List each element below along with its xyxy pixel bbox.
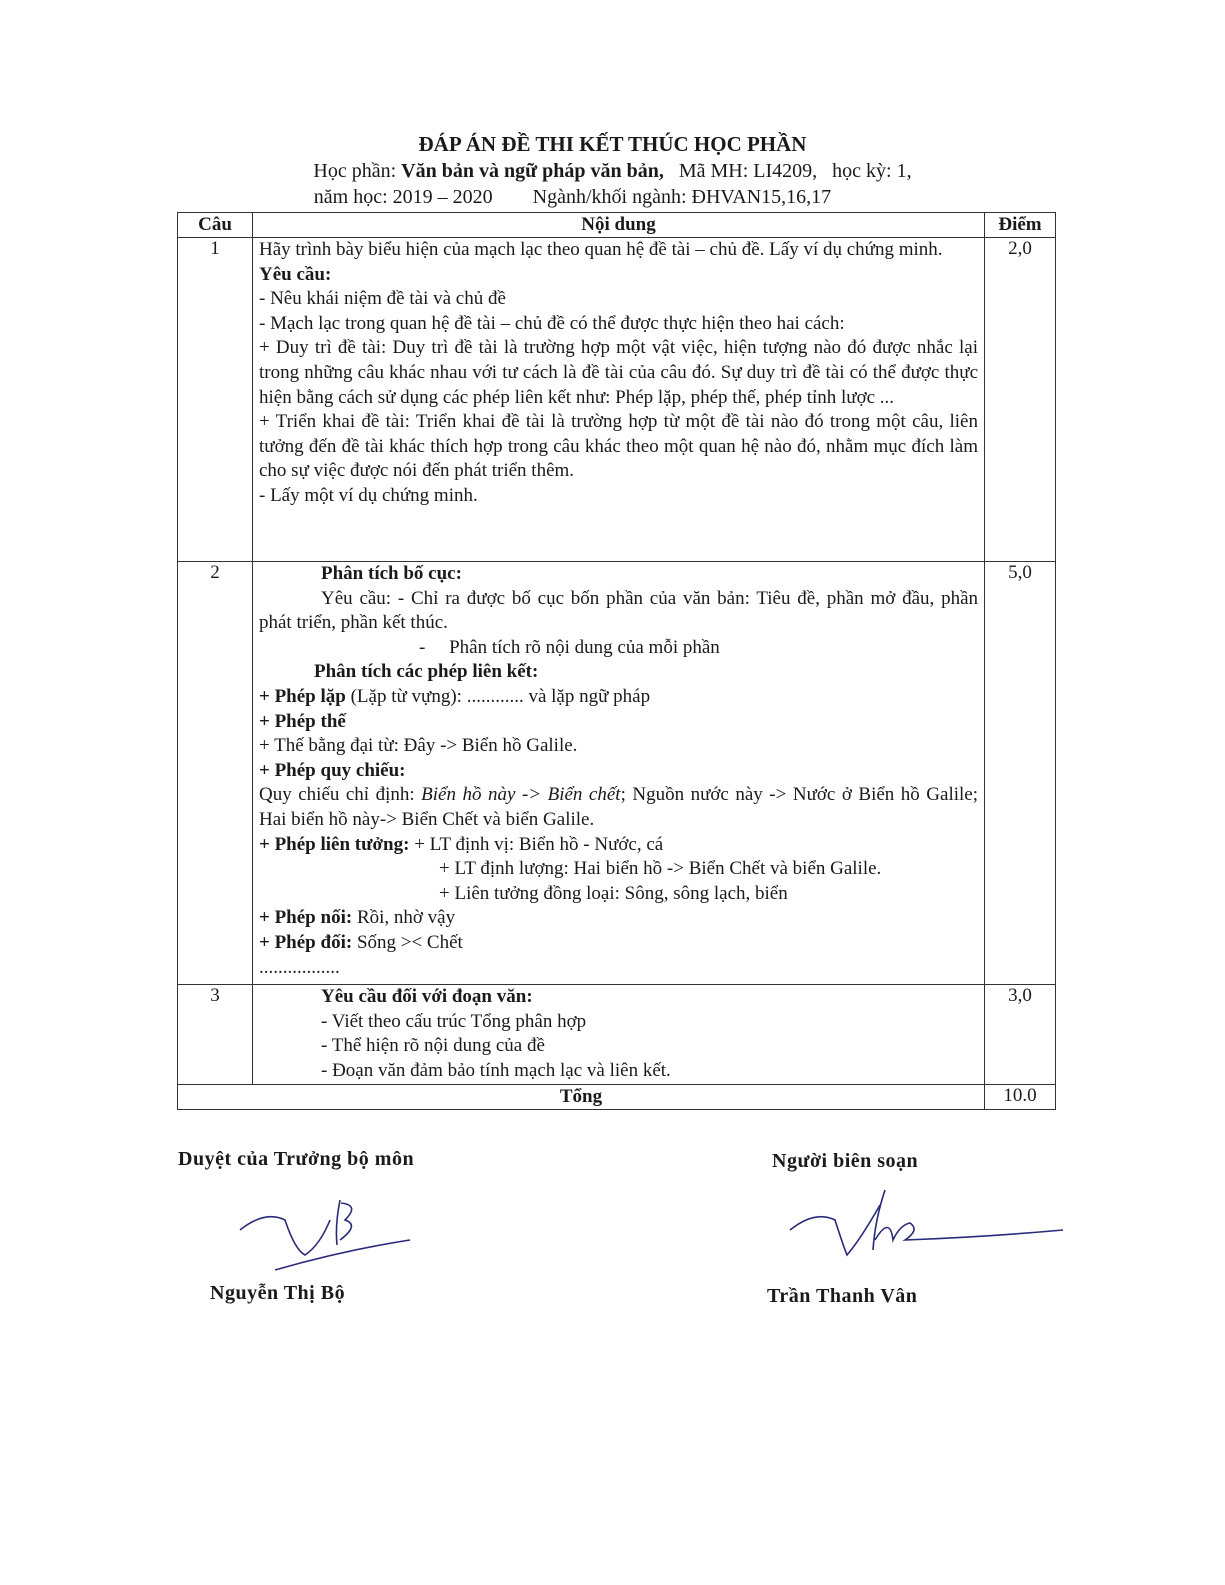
table-row [178,985,1056,1085]
approver-name: Nguyễn Thị Bộ [210,1282,346,1304]
author-name: Trần Thanh Vân [767,1285,918,1307]
semester: học kỳ: 1, [832,160,912,182]
question-score: 5,0 [985,562,1056,985]
col-content: Nội dung [253,213,985,238]
question-content [253,562,985,985]
list-item: + Phép lặp (Lặp từ vựng): ............ và lặp ngữ pháp [259,685,651,707]
question-content [253,985,985,1085]
list-item: - Nêu khái niệm đề tài và chủ đề [259,288,506,310]
section-heading: Phân tích bố cục: [321,563,462,584]
approver-title: Duyệt của Trưởng bộ môn [178,1148,415,1170]
list-item: + Liên tưởng đồng loại: Sông, sông lạch, biển [439,882,788,904]
school-year: năm học: 2019 – 2020 [313,186,493,208]
table-row [178,562,1056,985]
question-text: Hãy trình bày biểu hiện của mạch lạc theo quan hệ đề tài – chủ đề. Lấy ví dụ chứng minh. [259,239,943,260]
question-number: 3 [178,985,253,1085]
list-item: + Triển khai đề tài: Triển khai đề tài là trường hợp từ một đề tài nào đó trong một câu, liên tưởng đến đề tài khác thích hợp trong câu khác theo một quan hệ nào đó, nhằm mục đích làm cho sự việc được nói đến phát triển thêm. [259,411,978,482]
question-score: 3,0 [985,985,1056,1085]
requirement: Yêu cầu: - Chỉ ra được bố cục bốn phần của văn bản: Tiêu đề, phần mở đầu, phần phát triển, phần kết thúc. [259,587,978,634]
course-code: Mã MH: LI4209, [678,160,818,182]
list-item: + Phép quy chiếu: [259,759,406,781]
author-title: Người biên soạn [772,1150,919,1172]
list-item: - Thể hiện rõ nội dung của đề [321,1035,545,1057]
section-heading: Yêu cầu đối với đoạn văn: [321,986,533,1007]
requirement: - Phân tích rõ nội dung của mỗi phần [419,636,720,658]
section-heading: Phân tích các phép liên kết: [314,661,539,683]
list-item: Quy chiếu chỉ định: Biển hồ này -> Biển chết; Nguồn nước này -> Nước ở Biển hồ Galile; Hai biển hồ này-> Biển Chết và biển Galile. [259,784,978,830]
question-score: 2,0 [985,238,1056,562]
major: Ngành/khối ngành: ĐHVAN15,16,17 [532,186,832,208]
col-question: Câu [178,213,253,238]
list-item: + Thế bằng đại từ: Đây -> Biển hồ Galile. [259,735,578,757]
course-name: Văn bản và ngữ pháp văn bản, [401,160,664,182]
col-score: Điểm [985,213,1056,238]
question-content [253,238,985,562]
course-info [0,160,1225,183]
list-item: + Phép nối: Rồi, nhờ vậy [259,907,456,929]
list-item: + Phép thế [259,710,346,732]
list-item: + LT định lượng: Hai biển hồ -> Biển Chết và biển Galile. [439,858,882,880]
ellipsis: ................. [259,956,340,978]
course-label: Học phần: [313,160,397,182]
total-label: Tổng [178,1085,985,1110]
list-item: - Đoạn văn đảm bảo tính mạch lạc và liên kết. [321,1059,671,1081]
list-item: + Duy trì đề tài: Duy trì đề tài là trường hợp một vật việc, hiện tượng nào đó được nhắc lại trong những câu khác nhau với tư cách là đề tài của câu đó. Sự duy trì đề tài có thể được thực hiện bằng cách sử dụng các phép liên kết như: Phép lặp, phép thế, phép tỉnh lược ... [259,337,978,408]
question-number: 1 [178,238,253,562]
approver-signature [235,1195,415,1280]
year-info [0,186,1225,209]
list-item: + Phép liên tưởng: + LT định vị: Biển hồ - Nước, cá [259,833,664,855]
list-item: - Viết theo cấu trúc Tổng phân hợp [321,1010,587,1032]
list-item: + Phép đối: Sống >< Chết [259,931,463,953]
question-number: 2 [178,562,253,985]
table-row [178,238,1056,562]
answer-table [177,212,1056,1110]
document-title: ĐÁP ÁN ĐỀ THI KẾT THÚC HỌC PHẦN [418,132,807,156]
list-item: - Lấy một ví dụ chứng minh. [259,484,478,506]
requirement-heading: Yêu cầu: [259,263,332,285]
list-item: - Mạch lạc trong quan hệ đề tài – chủ đề có thể được thực hiện theo hai cách: [259,312,845,334]
total-score: 10.0 [985,1085,1056,1110]
total-row [178,1085,1056,1110]
table-header [178,213,1056,238]
author-signature [785,1185,1065,1265]
